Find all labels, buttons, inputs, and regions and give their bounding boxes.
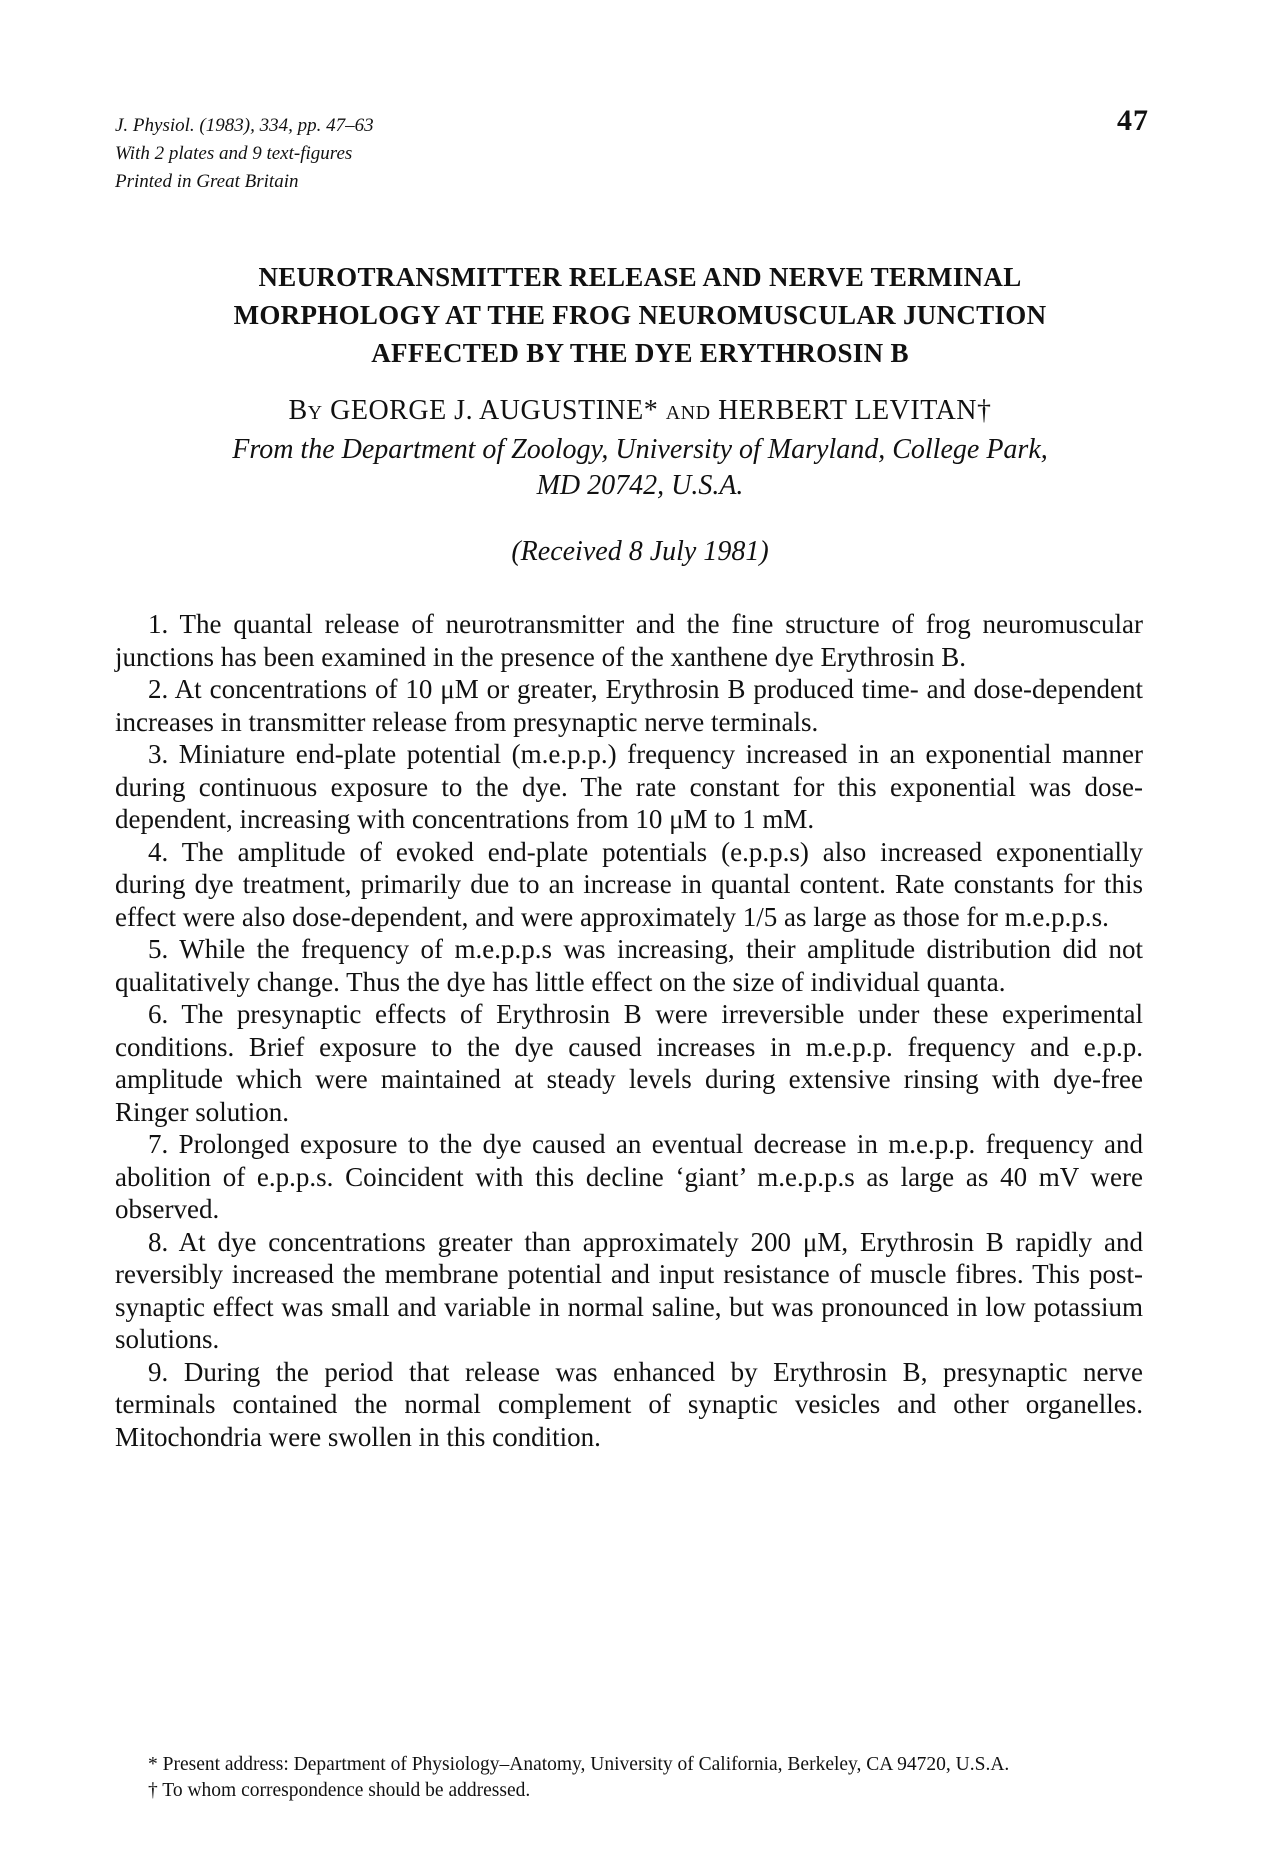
affiliation-line: MD 20742, U.S.A. bbox=[536, 470, 744, 501]
abstract-paragraph: 2. At concentrations of 10 μM or greater, Erythrosin B produced time- and dose-dependent increases in transmitter release from presynaptic nerve terminals. bbox=[115, 674, 1143, 737]
author-byline bbox=[115, 392, 1165, 432]
journal-reference: J. Physiol. (1983), 334, pp. 47–63 bbox=[115, 115, 374, 136]
abstract-paragraph: 6. The presynaptic effects of Erythrosin B were irreversible under these experimental conditions. Brief exposure to the dye caused increases in m.e.p.p. frequency and e.p.p. amplitude which were maintained at steady levels during extensive rinsing with dye-free Ringer solution. bbox=[115, 999, 1143, 1127]
printed-in: Printed in Great Britain bbox=[115, 171, 299, 192]
title-line: AFFECTED BY THE DYE ERYTHROSIN B bbox=[371, 338, 909, 368]
author-name: GEORGE J. AUGUSTINE* bbox=[330, 395, 659, 426]
abstract-paragraph: 4. The amplitude of evoked end-plate potentials (e.p.p.s) also increased exponentially during dye treatment, primarily due to an increase in quantal content. Rate constants for this effect were also dose-dependent, and were approximately 1/5 as large as those for m.e.p.p.s. bbox=[115, 836, 1143, 932]
affiliation bbox=[115, 432, 1165, 504]
byline-by-rest: Y bbox=[307, 402, 323, 424]
footnote: * Present address: Department of Physiology–Anatomy, University of California, Berkeley, CA 94720, U.S.A. bbox=[148, 1754, 1010, 1775]
page-number: 47 bbox=[1117, 104, 1149, 137]
abstract-paragraph: 7. Prolonged exposure to the dye caused an eventual decrease in m.e.p.p. frequency and abolition of e.p.p.s. Coincident with this decline ‘giant’ m.e.p.p.s as large as 40 mV were observed. bbox=[115, 1129, 1143, 1224]
abstract-paragraph: 1. The quantal release of neurotransmitter and the fine structure of frog neuromuscular junctions has been examined in the presence of the xanthene dye Erythrosin B. bbox=[115, 609, 1143, 672]
abstract-paragraph: 8. At dye concentrations greater than approximately 200 μM, Erythrosin B rapidly and reversibly increased the membrane potential and input resistance of muscle fibres. This post-synaptic effect was small and variable in normal saline, but was pronounced in low potassium solutions. bbox=[115, 1226, 1143, 1354]
abstract-paragraph: 9. During the period that release was enhanced by Erythrosin B, presynaptic nerve terminals contained the normal complement of synaptic vesicles and other organelles. Mitochondria were swollen in this condition. bbox=[115, 1356, 1143, 1452]
byline-by-initial: B bbox=[288, 395, 308, 426]
footnote: † To whom correspondence should be addressed. bbox=[148, 1780, 531, 1801]
affiliation-line: From the Department of Zoology, University of Maryland, College Park, bbox=[232, 434, 1048, 465]
article-title bbox=[115, 258, 1165, 372]
footnotes bbox=[115, 1752, 1143, 1804]
figures-note: With 2 plates and 9 text-figures bbox=[115, 143, 353, 164]
author-name: HERBERT LEVITAN† bbox=[718, 395, 992, 426]
received-date: (Received 8 July 1981) bbox=[511, 536, 769, 567]
abstract-paragraph: 3. Miniature end-plate potential (m.e.p.p.) frequency increased in an exponential manner during continuous exposure to the dye. The rate constant for this exponential was dose-dependent, increasing with concentrations from 10 μM to 1 mM. bbox=[115, 739, 1143, 834]
title-line: MORPHOLOGY AT THE FROG NEUROMUSCULAR JUNCTION bbox=[233, 300, 1047, 330]
abstract-paragraph: 5. While the frequency of m.e.p.p.s was increasing, their amplitude distribution did not qualitatively change. Thus the dye has little effect on the size of individual quanta. bbox=[115, 934, 1143, 997]
title-block bbox=[115, 258, 1165, 570]
journal-header bbox=[115, 112, 374, 196]
title-line: NEUROTRANSMITTER RELEASE AND NERVE TERMINAL bbox=[258, 262, 1022, 292]
byline-and: AND bbox=[665, 402, 711, 424]
abstract bbox=[115, 608, 1143, 1453]
